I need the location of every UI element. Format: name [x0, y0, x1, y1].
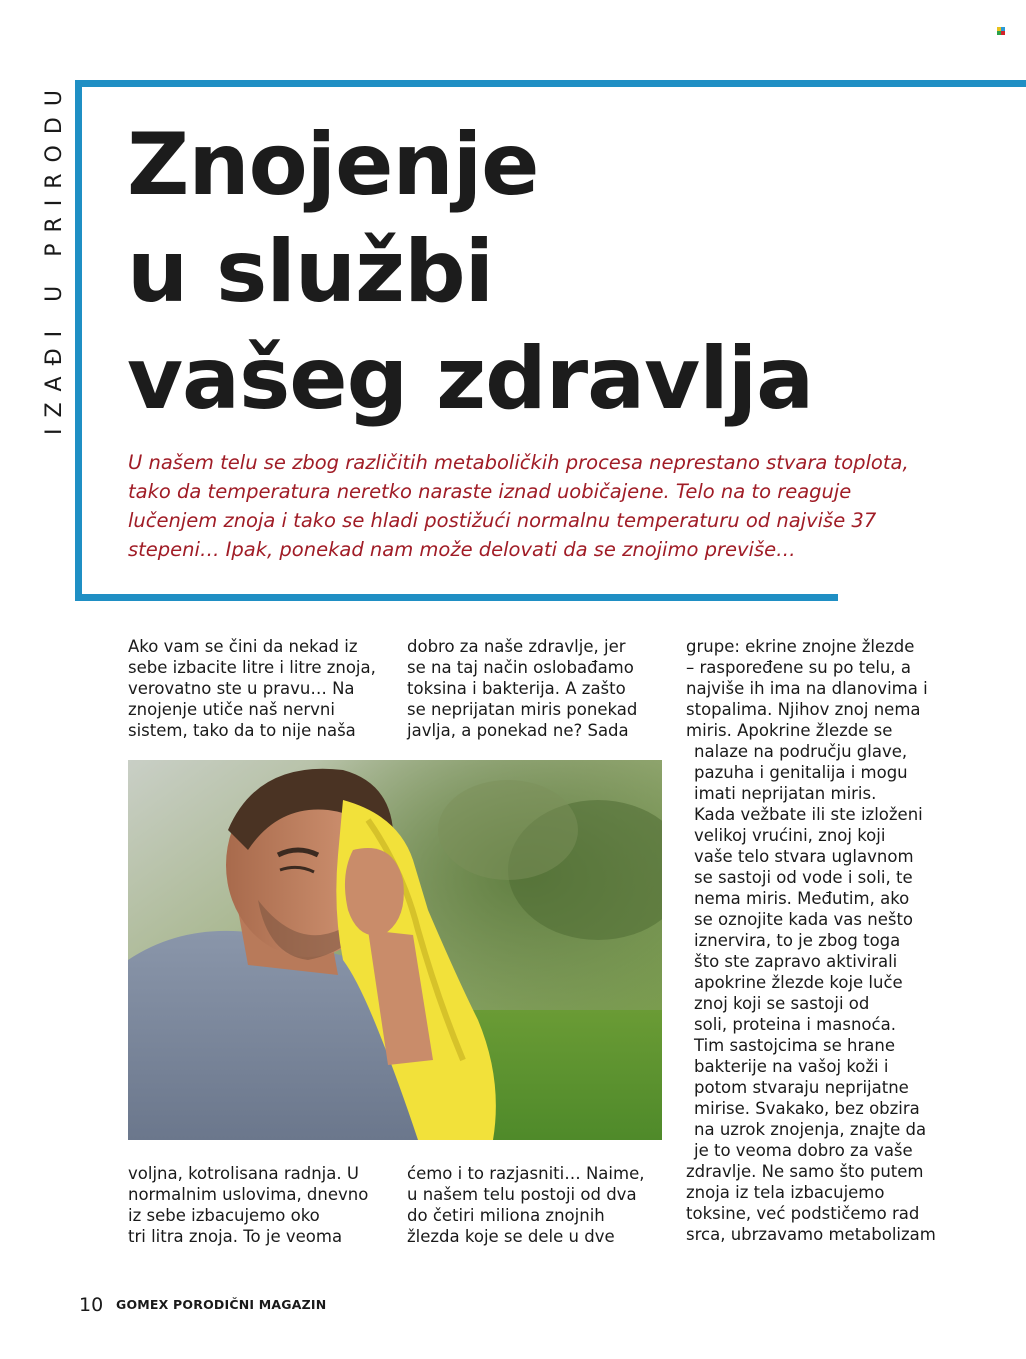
- body-line: voljna, kotrolisana radnja. U: [128, 1164, 359, 1183]
- frame-top-border: [75, 80, 1026, 87]
- body-line: imati neprijatan miris.: [694, 784, 877, 803]
- body-line: žlezda koje se dele u dve: [407, 1227, 615, 1246]
- body-line: tri litra znoja. To je veoma: [128, 1227, 343, 1246]
- body-line: do četiri miliona znojnih: [407, 1206, 605, 1225]
- lead-line: lučenjem znoja i tako se hladi postižući normalnu temperaturu od najviše 37: [128, 509, 877, 532]
- title-line: Znojenje: [127, 115, 539, 215]
- body-line: vaše telo stvara uglavnom: [694, 847, 914, 866]
- body-line: u našem telu postoji od dva: [407, 1185, 637, 1204]
- corner-color-mark: [997, 27, 1005, 35]
- body-line: iznervira, to je zbog toga: [694, 931, 901, 950]
- body-line: se oznojite kada vas nešto: [694, 910, 914, 929]
- column-1-top: [128, 636, 388, 741]
- body-line: je to veoma dobro za vaše: [694, 1141, 913, 1160]
- body-line: iz sebe izbacujemo oko: [128, 1206, 320, 1225]
- body-line: ćemo i to razjasniti… Naime,: [407, 1164, 645, 1183]
- body-line: – raspoređene su po telu, a: [686, 658, 911, 677]
- body-line: se sastoji od vode i soli, te: [694, 868, 913, 887]
- body-line: grupe: ekrine znojne žlezde: [686, 637, 915, 656]
- title-line: vašeg zdravlja: [127, 329, 814, 429]
- body-line: Kada vežbate ili ste izloženi: [694, 805, 923, 824]
- body-line: javlja, a ponekad ne? Sada: [407, 721, 629, 740]
- body-line: se na taj način oslobađamo: [407, 658, 634, 677]
- body-line: sistem, tako da to nije naša: [128, 721, 356, 740]
- lead-line: stepeni… Ipak, ponekad nam može delovati da se znojimo previše…: [128, 538, 796, 561]
- body-line: velikoj vrućini, znoj koji: [694, 826, 886, 845]
- body-line: bakterije na vašoj koži i: [694, 1057, 889, 1076]
- body-line: nalaze na području glave,: [694, 742, 908, 761]
- body-line: znoj koji se sastoji od: [694, 994, 870, 1013]
- body-line: Ako vam se čini da nekad iz: [128, 637, 358, 656]
- body-line: znojenje utiče naš nervni: [128, 700, 335, 719]
- body-line: soli, proteina i masnoća.: [694, 1015, 896, 1034]
- body-line: zdravlje. Ne samo što putem: [686, 1162, 924, 1181]
- frame-bottom-border: [75, 594, 838, 601]
- column-2-bottom: [407, 1163, 667, 1247]
- body-line: mirise. Svakako, bez obzira: [694, 1099, 920, 1118]
- column-1-bottom: [128, 1163, 388, 1247]
- photo-illustration: [128, 760, 662, 1140]
- page-number: 10: [79, 1294, 104, 1316]
- column-3: [686, 636, 976, 1245]
- body-line: Tim sastojcima se hrane: [694, 1036, 895, 1055]
- body-line: normalnim uslovima, dnevno: [128, 1185, 369, 1204]
- body-line: toksine, već podstičemo rad: [686, 1204, 920, 1223]
- body-line: miris. Apokrine žlezde se: [686, 721, 893, 740]
- body-line: toksina i bakterija. A zašto: [407, 679, 626, 698]
- body-line: stopalima. Njihov znoj nema: [686, 700, 921, 719]
- body-line: apokrine žlezde koje luče: [694, 973, 903, 992]
- body-line: sebe izbacite litre i litre znoja,: [128, 658, 376, 677]
- lead-line: U našem telu se zbog različitih metaboličkih procesa neprestano stvara toplota,: [128, 451, 909, 474]
- body-line: dobro za naše zdravlje, jer: [407, 637, 626, 656]
- body-line: potom stvaraju neprijatne: [694, 1078, 909, 1097]
- body-line: što ste zapravo aktivirali: [694, 952, 898, 971]
- lead-line: tako da temperatura neretko naraste iznad uobičajene. Telo na to reaguje: [128, 480, 852, 503]
- title-line: u službi: [127, 222, 494, 322]
- body-line: najviše ih ima na dlanovima i: [686, 679, 928, 698]
- article-title: [127, 112, 987, 433]
- body-line: srca, ubrzavamo metabolizam: [686, 1225, 936, 1244]
- lead-paragraph: [128, 448, 928, 564]
- body-line: verovatno ste u pravu… Na: [128, 679, 355, 698]
- section-label: IZAĐI U PRIRODU: [42, 79, 67, 435]
- article-photo: [128, 760, 662, 1140]
- frame-left-border: [75, 80, 82, 601]
- body-line: pazuha i genitalija i mogu: [694, 763, 908, 782]
- body-line: se neprijatan miris ponekad: [407, 700, 638, 719]
- body-line: na uzrok znojenja, znajte da: [694, 1120, 927, 1139]
- body-line: znoja iz tela izbacujemo: [686, 1183, 885, 1202]
- body-line: nema miris. Međutim, ako: [694, 889, 910, 908]
- magazine-name: GOMEX PORODIČNI MAGAZIN: [116, 1297, 327, 1312]
- column-2-top: [407, 636, 667, 741]
